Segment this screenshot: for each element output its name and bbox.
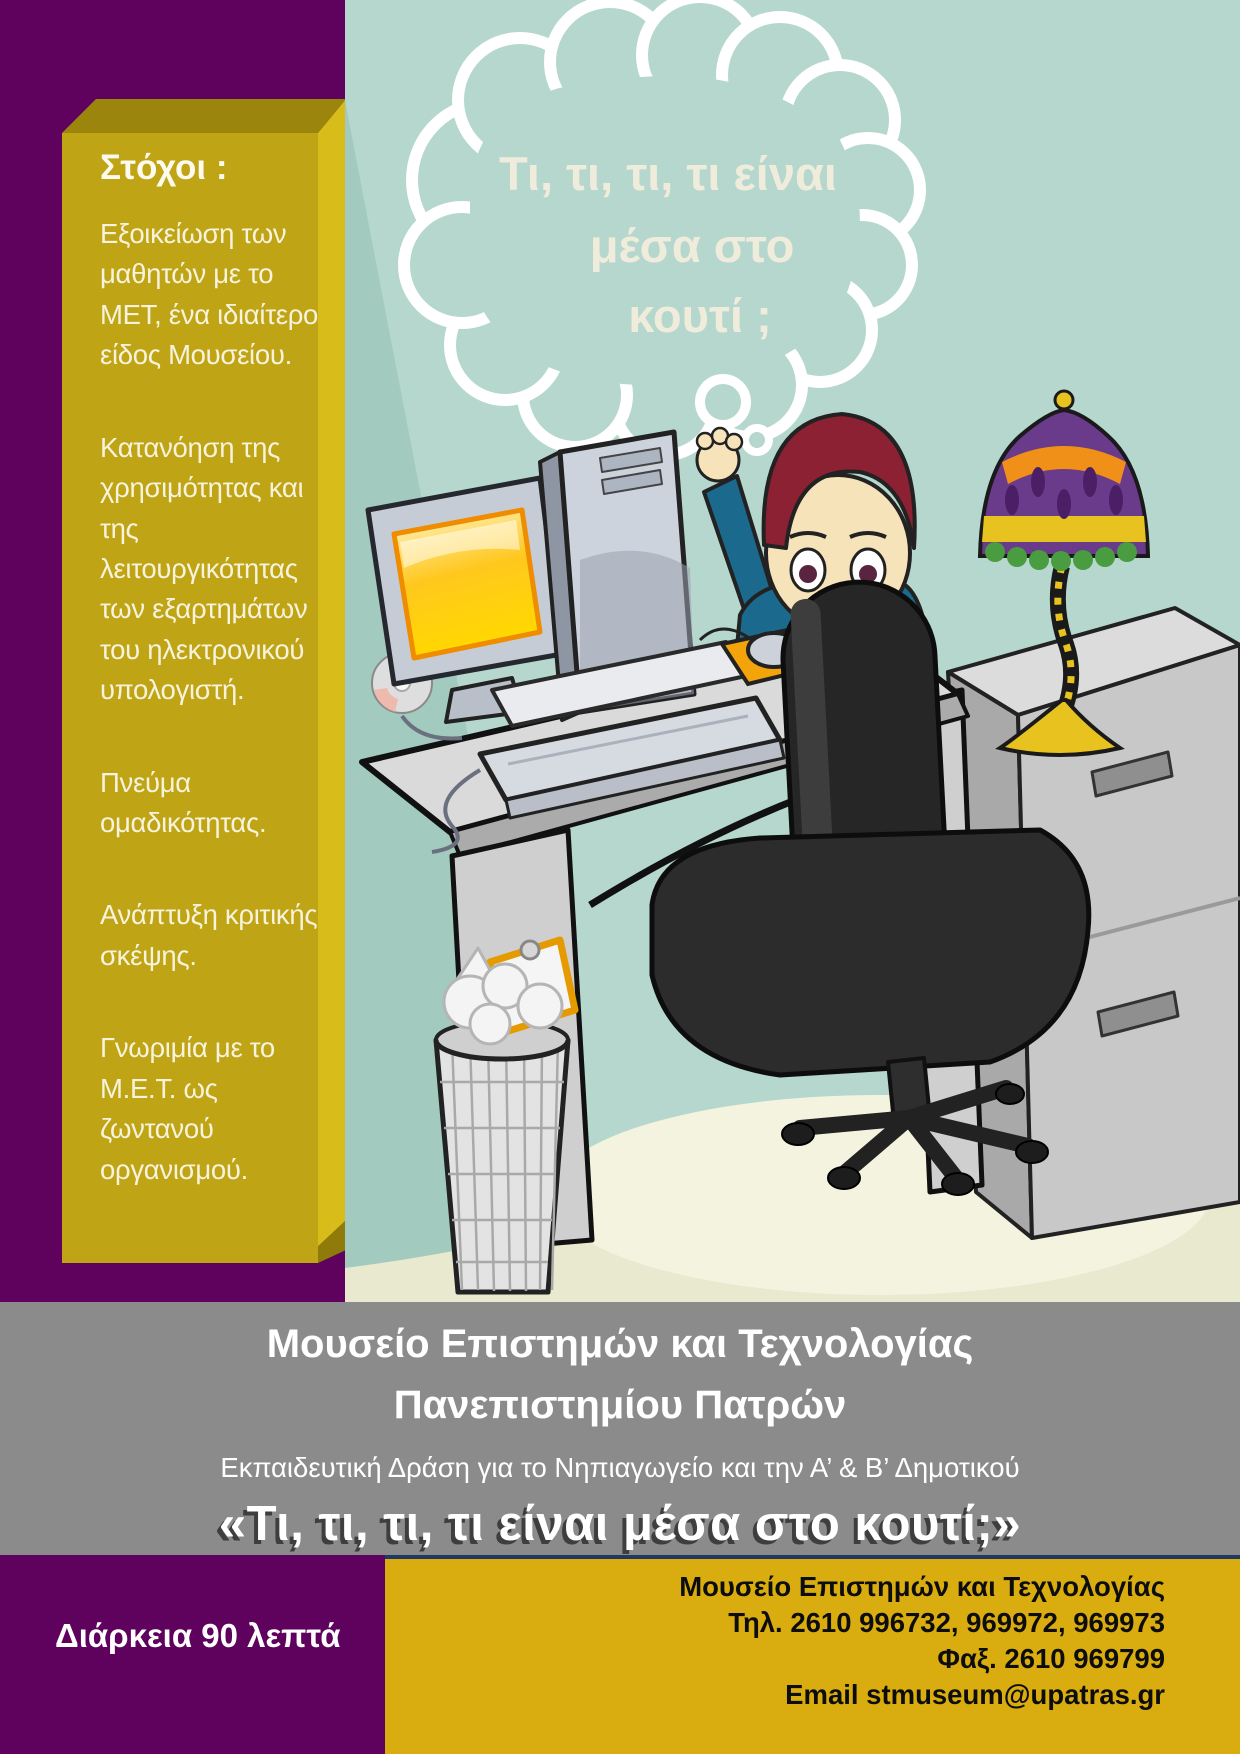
banner-org-line2: Πανεπιστημίου Πατρών [393, 1383, 847, 1427]
goals-title: Στόχοι : [100, 148, 228, 187]
banner [0, 1302, 1240, 1555]
chair-seat [652, 830, 1089, 1075]
banner-subtitle: Εκπαιδευτική Δράση για το Νηπιαγωγείο και την Α’ & Β’ Δημοτικού [220, 1452, 1020, 1483]
illustration-scene [345, 0, 1240, 1302]
sidebar [0, 0, 345, 1302]
duration-label: Διάρκεια 90 λεπτά [55, 1617, 341, 1654]
goals-panel [100, 148, 328, 1242]
bubble-trail-small [745, 428, 769, 452]
contact-org: Μουσείο Επιστημών και Τεχνολογίας [679, 1571, 1165, 1602]
contact-block [679, 1569, 1165, 1713]
footer-right [385, 1555, 1240, 1754]
bubble-text-line2: μέσα στο [589, 219, 795, 272]
trash-can [436, 940, 575, 1292]
bubble-text-line3: κουτί ; [628, 289, 772, 342]
footer-left [0, 1555, 385, 1754]
goal-box-top-face [62, 99, 346, 133]
goal-item: Κατανόηση της χρησιμότητας και της λειτουργικότητας των εξαρτημάτων του ηλεκτρονικού υπολογιστή. [100, 431, 308, 706]
bubble-text-line1: Τι, τι, τι, τι είναι [499, 147, 837, 200]
banner-org-line1: Μουσείο Επιστημών και Τεχνολογίας [266, 1322, 974, 1366]
goal-item: Εξοικείωση των μαθητών με το ΜΕΤ, ένα ιδιαίτερο είδος Μουσείου. [100, 218, 319, 371]
bubble-trail-large [700, 379, 746, 425]
goal-item: Πνεύμα ομαδικότητας. [100, 766, 267, 839]
contact-email: Email stmuseum@upatras.gr [785, 1679, 1165, 1710]
goal-item: Ανάπτυξη κριτικής σκέψης. [100, 899, 318, 971]
banner-title: «Τι, τι, τι, τι είναι μέσα στο κουτί;» [218, 1497, 1022, 1551]
contact-fax: Φαξ. 2610 969799 [937, 1643, 1165, 1674]
goal-item: Γνωριμία με το Μ.Ε.Τ. ως ζωντανού οργανισμού. [100, 1032, 275, 1185]
contact-phone: Τηλ. 2610 996732, 969972, 969973 [728, 1607, 1165, 1638]
